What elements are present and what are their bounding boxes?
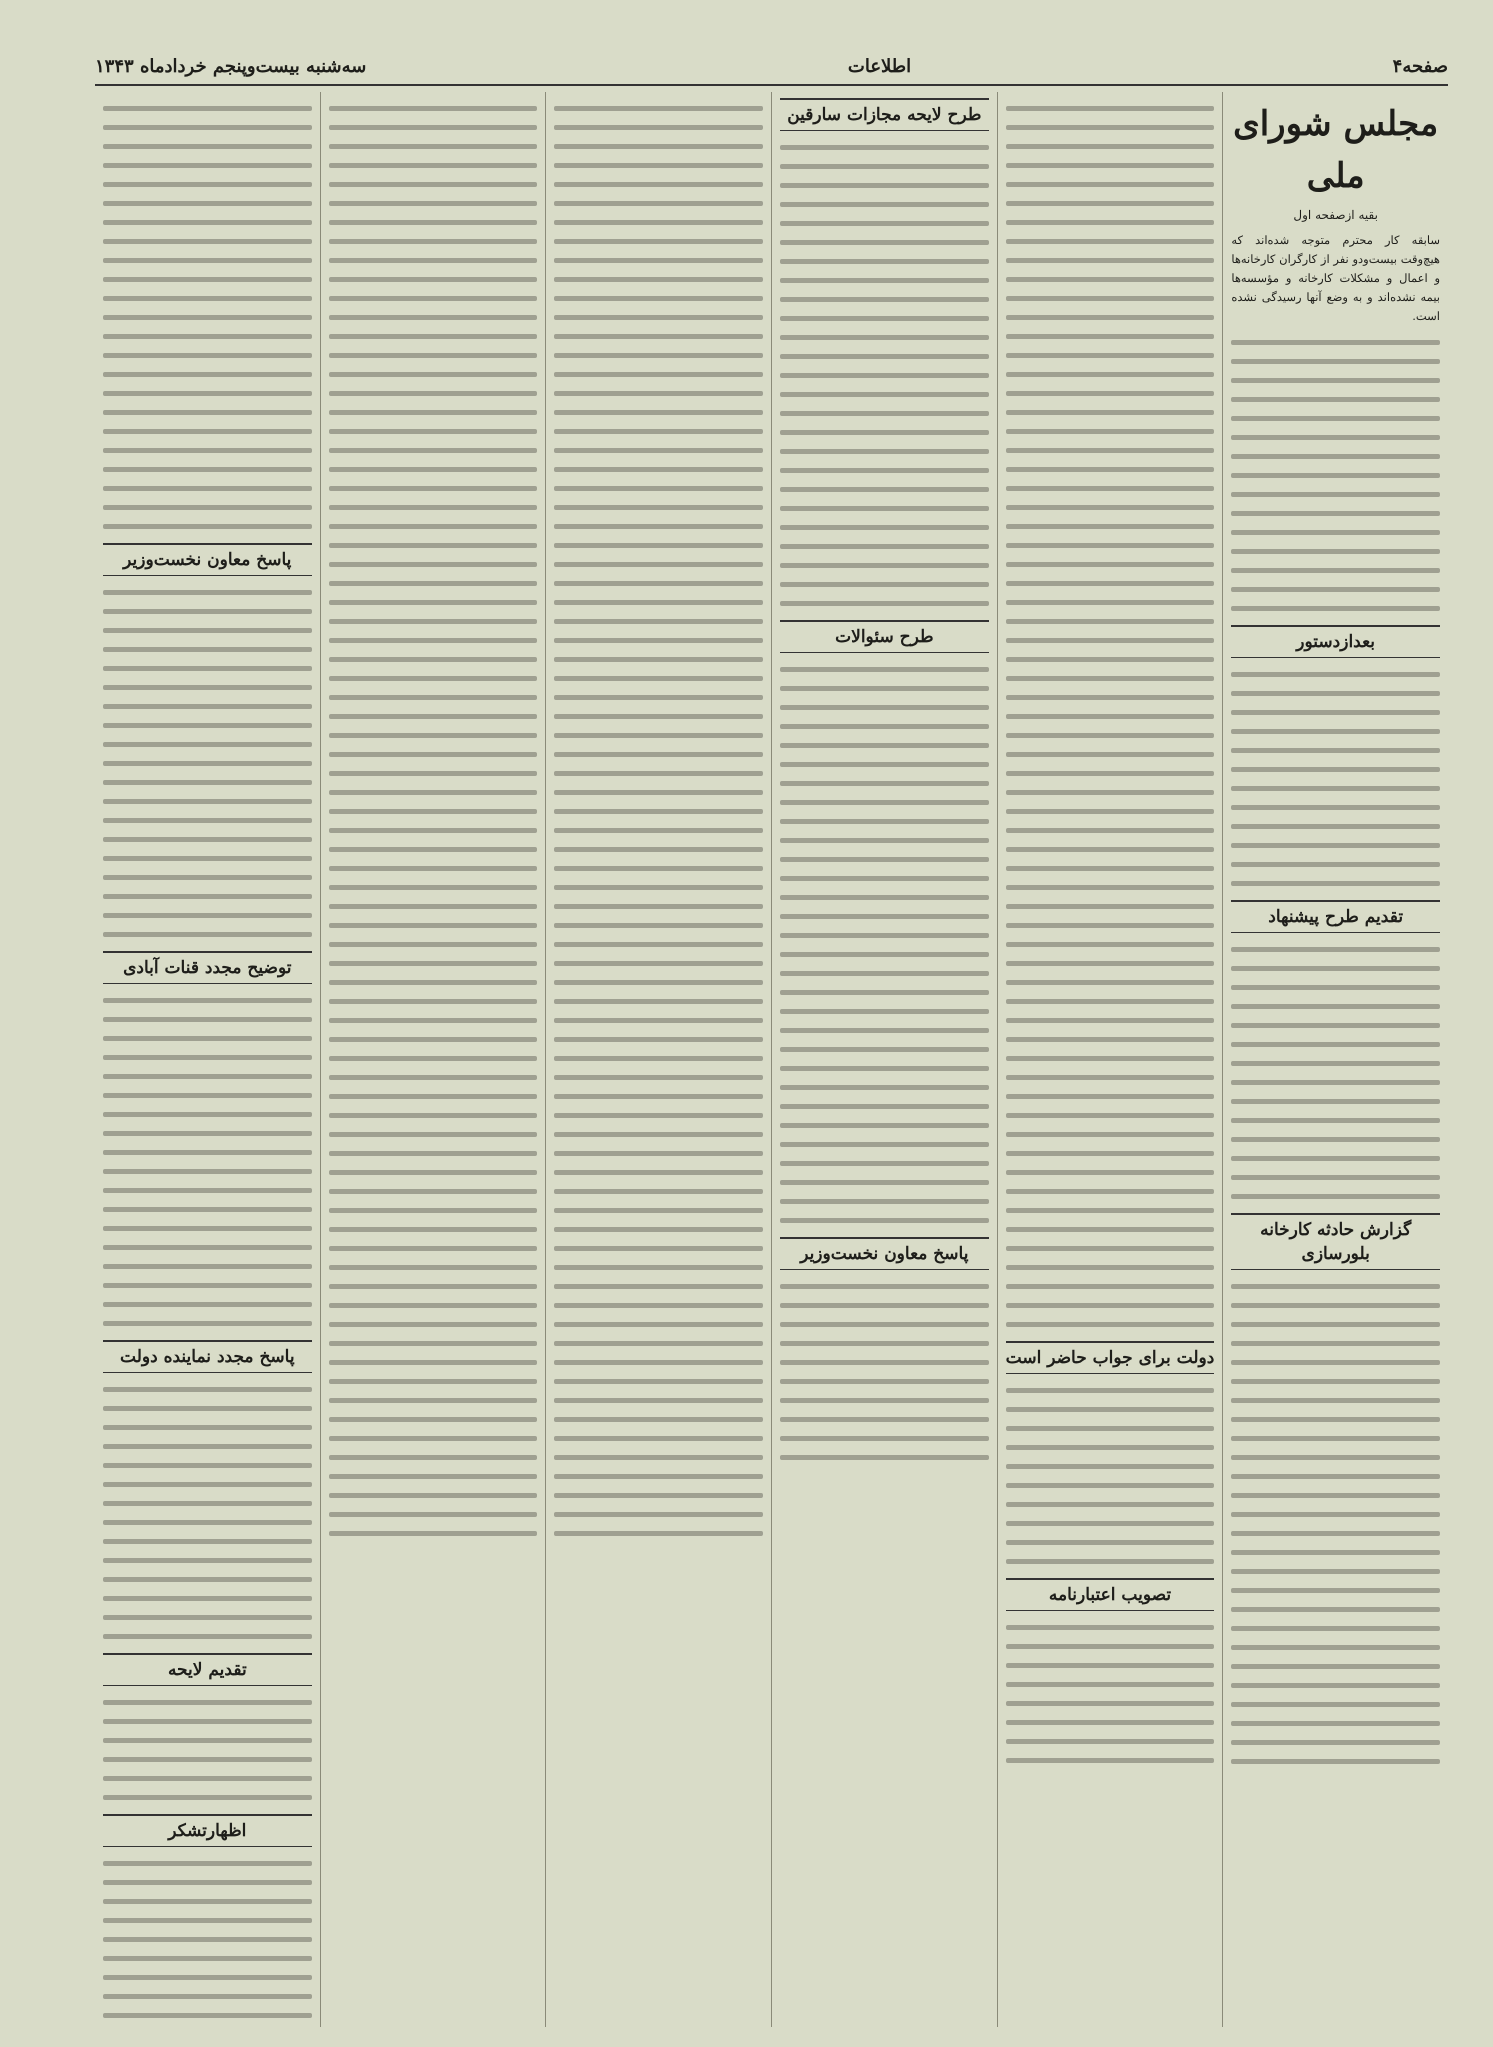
headline-taghdir: تقدیم لایحه [103, 1653, 312, 1686]
text-block [103, 1700, 312, 1800]
column-4 [545, 92, 771, 2027]
text-block [1006, 1625, 1215, 1763]
text-block [103, 106, 312, 529]
headline-havadeh: گزارش حادثه کارخانه بلورسازی [1231, 1213, 1440, 1270]
text-block [103, 1387, 312, 1639]
headline-javab: دولت برای جواب حاضر است [1006, 1341, 1215, 1374]
page-number: صفحه۴ [1392, 55, 1448, 77]
text-block [554, 106, 763, 1536]
paper-name: اطلاعات [847, 55, 912, 77]
headline-sarighin: طرح لایحه مجازات سارقین [780, 98, 989, 131]
headline-qanat: توضیح مجدد قنات آبادی [103, 951, 312, 984]
headline-tashakor: اظهارتشکر [103, 1814, 312, 1847]
text-block [1231, 672, 1440, 886]
text-block [780, 145, 989, 606]
text-block [103, 1861, 312, 2027]
text-block [1231, 947, 1440, 1199]
text-block [1006, 1388, 1215, 1564]
headline-moaven: پاسخ معاون نخست‌وزیر [780, 1237, 989, 1270]
text-block [780, 1284, 989, 1460]
headline-tasvib: تصویب اعتبارنامه [1006, 1578, 1215, 1611]
majlis-body: سابقه کار محترم متوجه شده‌اند که هیچ‌وقت بیست‌ودو نفر از کارگران کارخانه‌ها و اعمال و مشکلات کارخانه و مؤسسه‌ها بیمه نشده‌اند و به وضع آنها رسیدگی نشده است. [1231, 233, 1440, 323]
text-block [103, 998, 312, 1326]
text-block [1231, 1284, 1440, 1764]
columns [95, 92, 1448, 2027]
headline-dastoor: بعدازدستور [1231, 625, 1440, 658]
headline-majlis: مجلس شورای ملی [1233, 104, 1439, 196]
subhead-majlis: بقیه ازصفحه اول [1293, 208, 1378, 222]
column-1 [1222, 92, 1448, 2027]
column-3 [771, 92, 997, 2027]
text-block [1006, 106, 1215, 1327]
column-5 [320, 92, 546, 2027]
text-block [329, 106, 538, 1536]
text-block [1231, 340, 1440, 611]
masthead [95, 48, 1448, 86]
text-block [780, 667, 989, 1223]
headline-pasokh-mojadad: پاسخ مجدد نماینده دولت [103, 1340, 312, 1373]
headline-moaven2: پاسخ معاون نخست‌وزیر [103, 543, 312, 576]
text-block [103, 590, 312, 937]
column-2 [997, 92, 1223, 2027]
issue-date: سه‌شنبه بیست‌وپنجم خرداد‌ماه ۱۳۴۳ [95, 55, 367, 77]
headline-soalat: طرح سئوالات [780, 620, 989, 653]
headline-tarh-pishnahad: تقدیم طرح پیشنهاد [1231, 900, 1440, 933]
column-6 [95, 92, 320, 2027]
